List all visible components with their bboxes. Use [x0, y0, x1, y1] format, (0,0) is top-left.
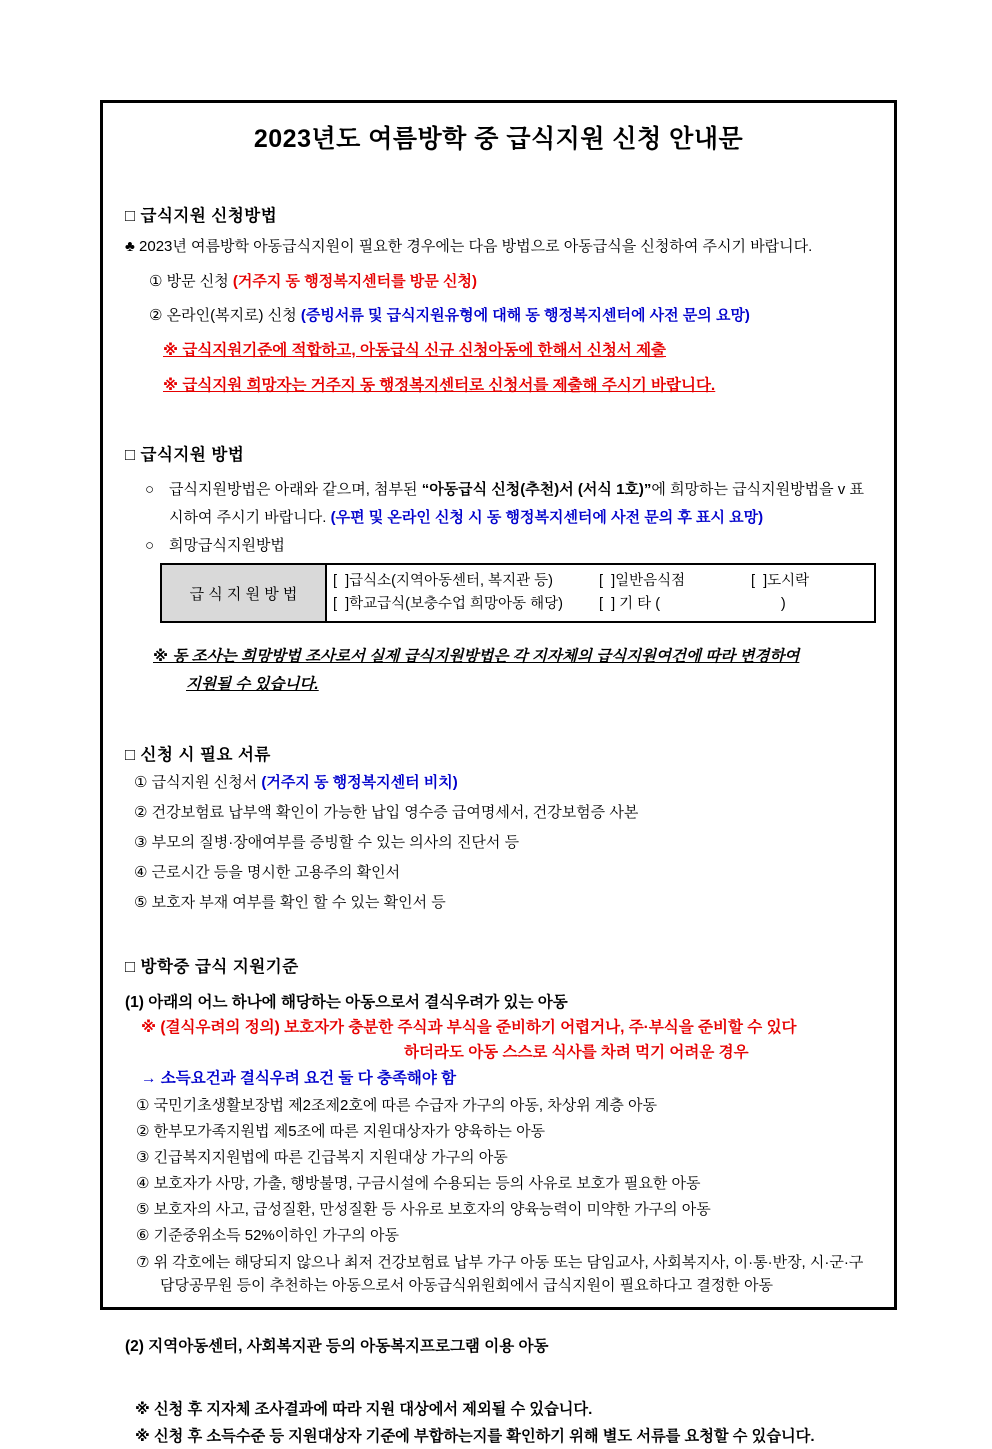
item-label: 방문 신청	[166, 273, 233, 290]
page-title: 2023년도 여름방학 중 급식지원 신청 안내문	[253, 125, 744, 153]
required-doc-item-4: ④ 근로시간 등을 명시한 고용주의 확인서	[134, 864, 401, 881]
required-doc-item-3: ③ 부모의 질병·장애여부를 증빙할 수 있는 의사의 진단서 등	[134, 834, 520, 851]
doc-item-label: ① 급식지원 신청서	[134, 774, 262, 791]
criteria-item-1: ① 국민기초생활보장법 제2조제2호에 따른 수급자 가구의 아동, 차상위 계층 아동	[136, 1097, 657, 1114]
apply-method-item-online	[149, 304, 872, 325]
desc-blue-note: (우편 및 온라인 신청 시 동 행정복지센터에 사전 문의 후 표시 요망)	[330, 509, 764, 526]
item-number: ①	[149, 273, 163, 290]
meal-method-table-options-cell	[327, 565, 874, 621]
criteria-sub2-heading: (2) 지역아동센터, 사회복지관 등의 아동복지프로그램 이용 아동	[125, 1338, 549, 1355]
doc-item-highlight-blue: (거주지 동 행정복지센터 비치)	[261, 774, 458, 791]
apply-method-item-visit	[149, 270, 872, 291]
definition-note-line-2: 하더라도 아동 스스로 식사를 차려 먹기 어려운 경우	[404, 1044, 749, 1061]
option-school-meal-checkbox: [ ]학교급식(보충수업 희망아동 해당)	[333, 596, 563, 612]
required-doc-item-5: ⑤ 보호자 부재 여부를 확인 할 수 있는 확인서 등	[134, 894, 446, 911]
option-restaurant-checkbox: [ ]일반음식점	[599, 573, 686, 589]
circle-bullet-marker: ○	[145, 537, 155, 554]
option-other-checkbox: [ ] 기 타 ( )	[599, 596, 786, 612]
final-note-2: ※ 신청 후 소득수준 등 지원대상자 기준에 부합하는지를 확인하기 위해 별도 서류를 요청할 수 있습니다.	[135, 1428, 815, 1445]
criteria-item-2: ② 한부모가족지원법 제5조에 따른 지원대상자가 양육하는 아동	[136, 1123, 546, 1140]
criteria-item-3: ③ 긴급복지지원법에 따른 긴급복지 지원대상 가구의 아동	[136, 1149, 508, 1166]
apply-method-intro: ♣ 2023년 여름방학 아동급식지원이 필요한 경우에는 다음 방법으로 아동급식을 신청하여 주시기 바랍니다.	[125, 238, 813, 255]
required-doc-item-1	[134, 770, 872, 795]
section-heading-criteria: □ 방학중 급식 지원기준	[125, 958, 299, 976]
definition-note-line-1: ※ (결식우려의 정의) 보호자가 충분한 주식과 부식을 준비하기 어렵거나, 주·부식을 준비할 수 있다	[141, 1019, 797, 1036]
survey-disclaimer-note	[153, 643, 872, 699]
criteria-item-4: ④ 보호자가 사망, 가출, 행방불명, 구금시설에 수용되는 등의 사유로 보호가 필요한 아동	[136, 1175, 701, 1192]
apply-method-note-2: ※ 급식지원 희망자는 거주지 동 행정복지센터로 신청서를 제출해 주시기 바랍니다.	[163, 377, 716, 394]
item-label: 온라인(복지로) 신청	[166, 307, 301, 324]
criteria-item-5: ⑤ 보호자의 사고, 급성질환, 만성질환 등 사유로 보호자의 양육능력이 미약한 가구의 아동	[136, 1201, 711, 1218]
section-heading-required-docs: □ 신청 시 필요 서류	[125, 746, 271, 764]
support-method-description-text	[169, 476, 872, 532]
meal-method-table-header-cell: 급 식 지 원 방 법	[162, 565, 327, 621]
desc-form-name: “아동급식 신청(추천)서 (서식 1호)”	[421, 481, 652, 498]
desired-method-label: 희망급식지원방법	[169, 537, 285, 554]
section-heading-support-method: □ 급식지원 방법	[125, 446, 245, 464]
criteria-sub1-heading: (1) 아래의 어느 하나에 해당하는 아동으로서 결식우려가 있는 아동	[125, 994, 568, 1011]
criteria-item-7: ⑦ 위 각호에는 해당되지 않으나 최저 건강보험료 납부 가구 아동 또는 담임교사, 사회복지사, 이·통·반장, 시·군·구 담당공무원 등이 추천하는 아동으로서 아동급식위원회에서 급식지원이 필요하다고 결정한 아동	[136, 1254, 864, 1294]
circle-bullet-marker: ○	[145, 481, 155, 498]
option-cafeteria-checkbox: [ ]급식소(지역아동센터, 복지관 등)	[333, 573, 553, 589]
item-highlight-blue: (증빙서류 및 급식지원유형에 대해 동 행정복지센터에 사전 문의 요망)	[300, 307, 750, 324]
option-lunchbox-checkbox: [ ]도시락	[751, 573, 810, 589]
desc-mid: 에 희망하는 급식지원방법을 v 표시하여 주시기 바랍니다.	[169, 481, 864, 526]
desired-method-label-row	[145, 535, 872, 557]
meal-method-options-row-2	[333, 593, 868, 616]
meal-method-table	[160, 563, 876, 623]
section-heading-apply-method: □ 급식지원 신청방법	[125, 207, 278, 225]
survey-disclaimer-line-1: ※ 동 조사는 희망방법 조사로서 실제 급식지원방법은 각 지자체의 급식지원여건에 따라 변경하여	[153, 648, 800, 665]
document-page-border	[100, 100, 897, 1445]
skipped-meal-definition-note	[141, 1015, 872, 1065]
required-doc-item-2: ② 건강보험료 납부액 확인이 가능한 납입 영수증 급여명세서, 건강보험증 사본	[134, 804, 639, 821]
item-number: ②	[149, 307, 163, 324]
income-requirement-arrow-note: → 소득요건과 결식우려 요건 둘 다 충족해야 함	[141, 1070, 457, 1087]
meal-method-options-row-1	[333, 570, 868, 593]
survey-disclaimer-line-2: 지원될 수 있습니다.	[186, 676, 319, 693]
criteria-item-6: ⑥ 기준중위소득 52%이하인 가구의 아동	[136, 1227, 400, 1244]
desc-pre: 급식지원방법은 아래와 같으며, 첨부된	[169, 481, 422, 498]
item-highlight-red: (거주지 동 행정복지센터를 방문 신청)	[232, 273, 477, 290]
support-method-description	[145, 476, 872, 532]
apply-method-note-1: ※ 급식지원기준에 적합하고, 아동급식 신규 신청아동에 한해서 신청서 제출	[163, 342, 667, 359]
final-note-1: ※ 신청 후 지자체 조사결과에 따라 지원 대상에서 제외될 수 있습니다.	[135, 1401, 593, 1418]
